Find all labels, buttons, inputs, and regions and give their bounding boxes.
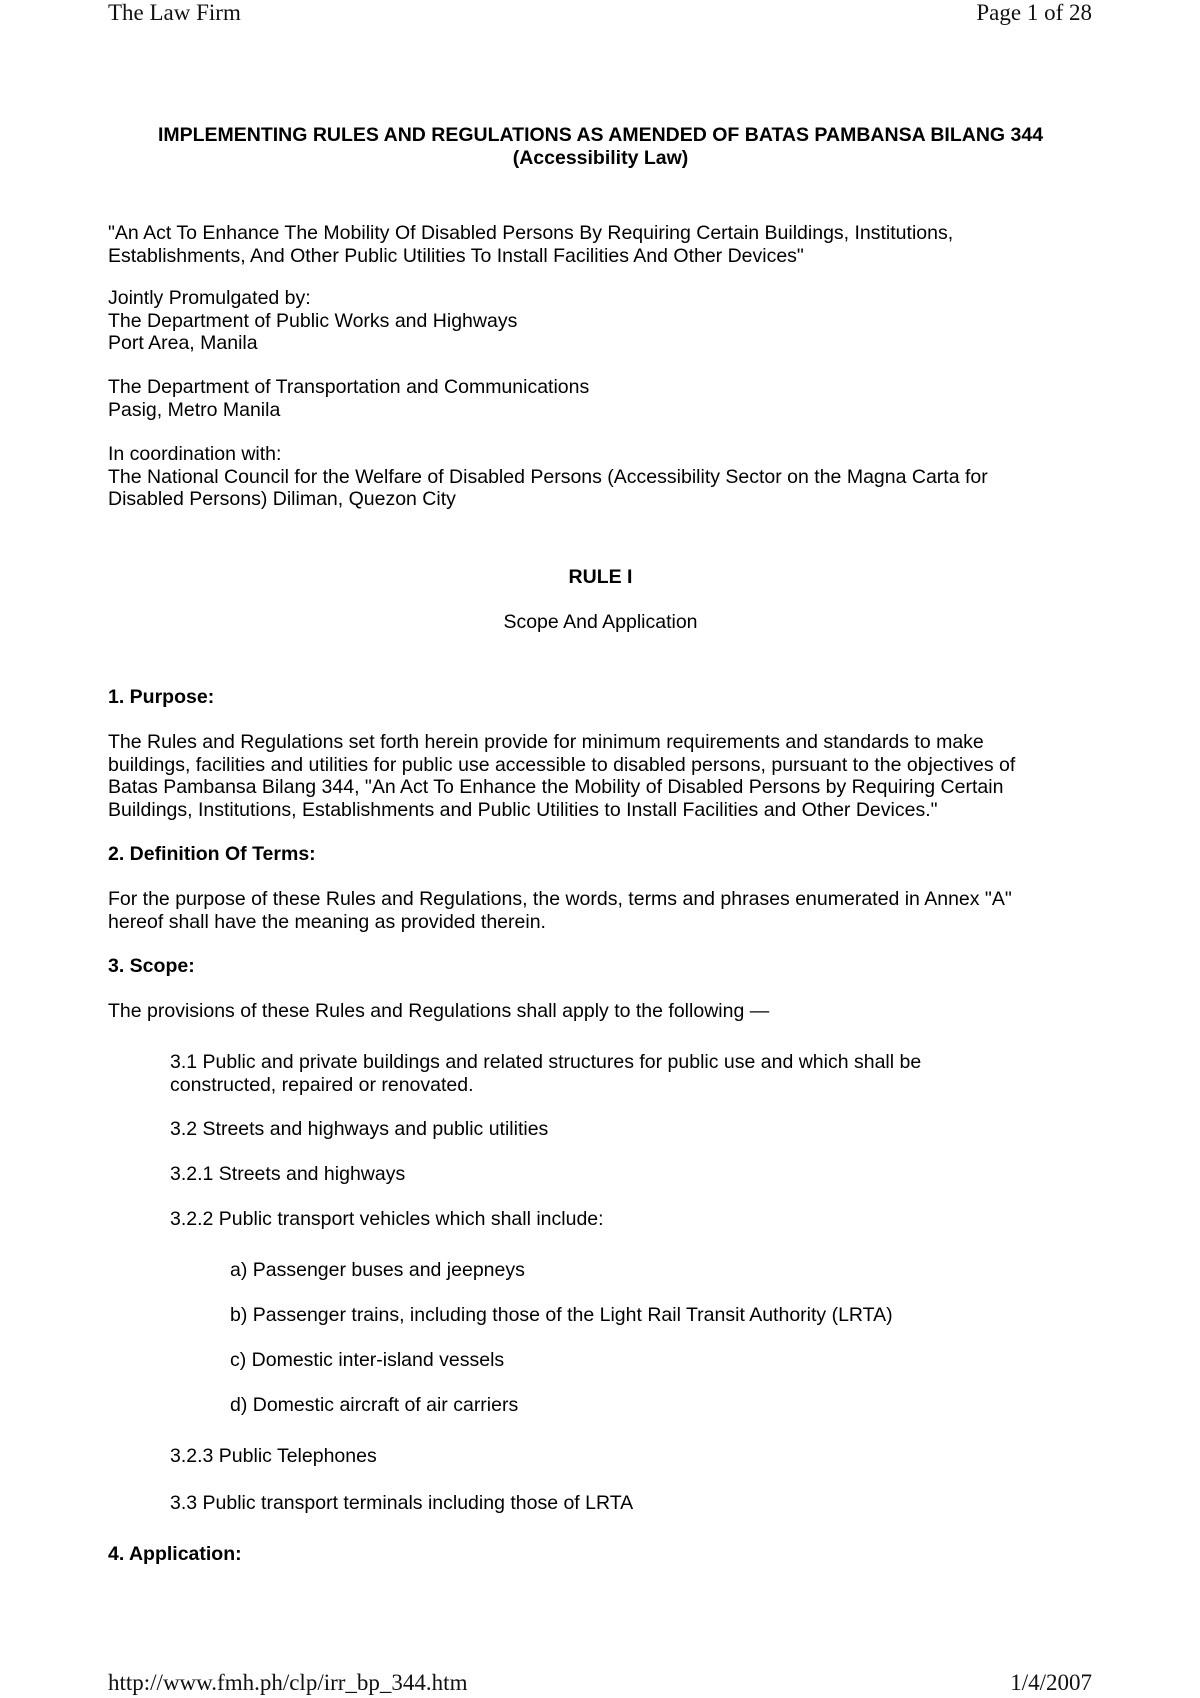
rule-subtitle: Scope And Application (503, 611, 698, 633)
promulgated-block (108, 287, 1093, 355)
section-2-line-2: hereof shall have the meaning as provided therein. (108, 910, 546, 933)
section-1-line-3: Batas Pambansa Bilang 344, "An Act To Enhance the Mobility of Disabled Persons by Requiring Certain (108, 776, 1004, 798)
item-c: c) Domestic inter-island vessels (230, 1349, 505, 1371)
ncwdp-line-1: The National Council for the Welfare of Disabled Persons (Accessibility Sector on the Magna Carta for (108, 465, 988, 488)
item-3-2-3: 3.2.3 Public Telephones (170, 1445, 377, 1467)
section-1-line-4: Buildings, Institutions, Establishments and Public Utilities to Install Facilities and Other Devices." (108, 798, 938, 821)
item-3-1-line-1: 3.1 Public and private buildings and related structures for public use and which shall be (170, 1051, 922, 1073)
act-line-1: "An Act To Enhance The Mobility Of Disabled Persons By Requiring Certain Buildings, Institutions, (108, 222, 954, 244)
section-4-heading: 4. Application: (108, 1543, 242, 1565)
item-3-2-1: 3.2.1 Streets and highways (170, 1163, 406, 1185)
act-line-2: Establishments, And Other Public Utilities To Install Facilities And Other Devices" (108, 244, 804, 267)
footer-url: http://www.fmh.ph/clp/irr_bp_344.htm (108, 1670, 468, 1695)
dpwh-name: The Department of Public Works and Highways (108, 309, 518, 332)
footer-date: 1/4/2007 (1010, 1670, 1092, 1695)
section-1-line-2: buildings, facilities and utilities for public use accessible to disabled persons, pursuant to the objectives of (108, 753, 1016, 776)
rule-heading: RULE I (568, 566, 633, 588)
title-line-1: IMPLEMENTING RULES AND REGULATIONS AS AMENDED OF BATAS PAMBANSA BILANG 344 (157, 124, 1044, 146)
item-3-2: 3.2 Streets and highways and public utilities (170, 1118, 549, 1140)
section-1-heading: 1. Purpose: (108, 686, 215, 708)
ncwdp-line-2: Disabled Persons) Diliman, Quezon City (108, 488, 456, 510)
act-description (108, 222, 1093, 267)
dotc-name: The Department of Transportation and Communications (108, 376, 590, 398)
item-3-1 (170, 1051, 1093, 1096)
section-2-text (108, 888, 1093, 933)
header-page-number: Page 1 of 28 (976, 0, 1092, 25)
title-line-2: (Accessibility Law) (512, 146, 689, 169)
item-a: a) Passenger buses and jeepneys (230, 1259, 525, 1281)
item-3-1-line-2: constructed, repaired or renovated. (170, 1073, 474, 1096)
item-3-3: 3.3 Public transport terminals including those of LRTA (170, 1492, 634, 1514)
item-3-2-2: 3.2.2 Public transport vehicles which shall include: (170, 1208, 604, 1230)
item-b: b) Passenger trains, including those of the Light Rail Transit Authority (LRTA) (230, 1304, 893, 1326)
header-firm-name: The Law Firm (108, 0, 241, 25)
section-3-intro: The provisions of these Rules and Regulations shall apply to the following — (108, 1000, 770, 1022)
section-1-line-1: The Rules and Regulations set forth herein provide for minimum requirements and standards to make (108, 731, 984, 753)
dotc-block (108, 376, 1093, 421)
section-2-line-1: For the purpose of these Rules and Regulations, the words, terms and phrases enumerated in Annex "A" (108, 888, 1012, 910)
coordination-block (108, 443, 1093, 511)
section-1-text (108, 731, 1093, 821)
section-3-heading: 3. Scope: (108, 955, 195, 977)
document-title (108, 124, 1093, 169)
section-2-heading: 2. Definition Of Terms: (108, 843, 316, 865)
item-d: d) Domestic aircraft of air carriers (230, 1394, 519, 1416)
dotc-address: Pasig, Metro Manila (108, 398, 281, 421)
dpwh-address: Port Area, Manila (108, 332, 258, 354)
coordination-label: In coordination with: (108, 443, 282, 465)
promulgated-label: Jointly Promulgated by: (108, 287, 311, 309)
